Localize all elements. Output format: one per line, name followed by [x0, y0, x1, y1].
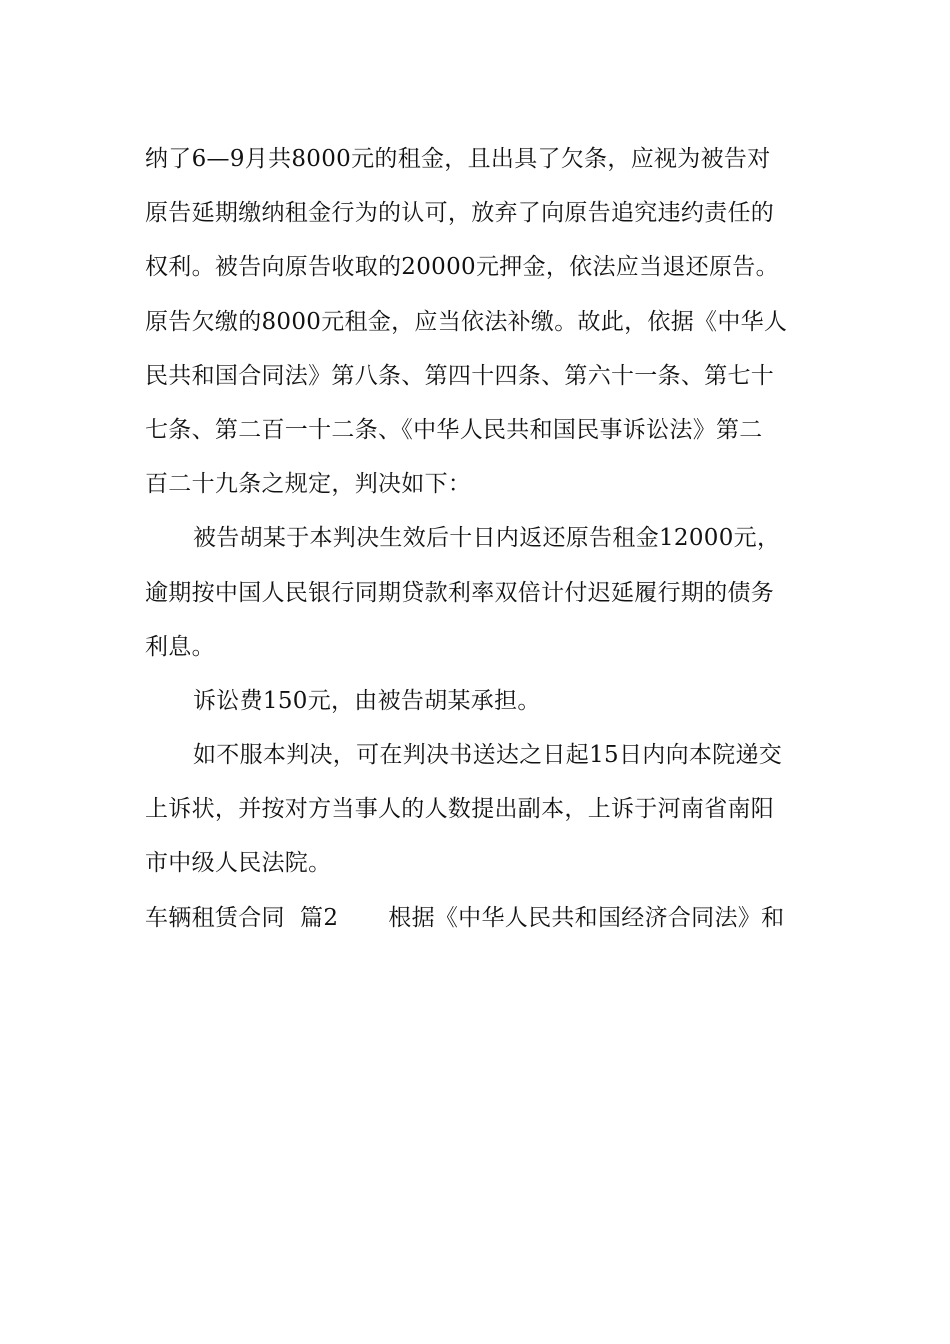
section-intro-text: 根据《中华人民共和国经济合同法》和: [388, 904, 785, 931]
paragraph-line: 市中级人民法院。: [145, 850, 332, 877]
paragraph-line: 逾期按中国人民银行同期贷款利率双倍计付迟延履行期的债务: [145, 579, 775, 606]
paragraph-line: 纳了6—9月共8000元的租金，且出具了欠条，应视为被告对: [145, 146, 771, 172]
document-body: [145, 132, 807, 945]
paragraph-line: 七条、第二百一十二条、《中华人民共和国民事诉讼法》第二: [145, 416, 763, 443]
paragraph-line: 利息。: [145, 633, 215, 660]
section-title: 车辆租赁合同 篇2: [145, 904, 339, 931]
paragraph-line: 民共和国合同法》第八条、第四十四条、第六十一条、第七十: [145, 362, 775, 389]
paragraph-line: 被告胡某于本判决生效后十日内返还原告租金12000元，: [193, 525, 781, 552]
paragraph-line: 百二十九条之规定，判决如下：: [145, 471, 472, 498]
paragraph-line: 如不服本判决，可在判决书送达之日起15日内向本院递交: [193, 742, 783, 769]
paragraph-line: 原告延期缴纳租金行为的认可，放弃了向原告追究违约责任的: [145, 200, 775, 227]
paragraph-line: 权利。被告向原告收取的20000元押金，依法应当退还原告。: [145, 254, 779, 281]
paragraph-line: 原告欠缴的8000元租金，应当依法补缴。故此，依据《中华人: [145, 308, 788, 335]
paragraph-line: 上诉状，并按对方当事人的人数提出副本，上诉于河南省南阳: [145, 796, 775, 823]
paragraph-line: 诉讼费150元，由被告胡某承担。: [193, 687, 541, 714]
section-heading-line: [145, 891, 807, 945]
